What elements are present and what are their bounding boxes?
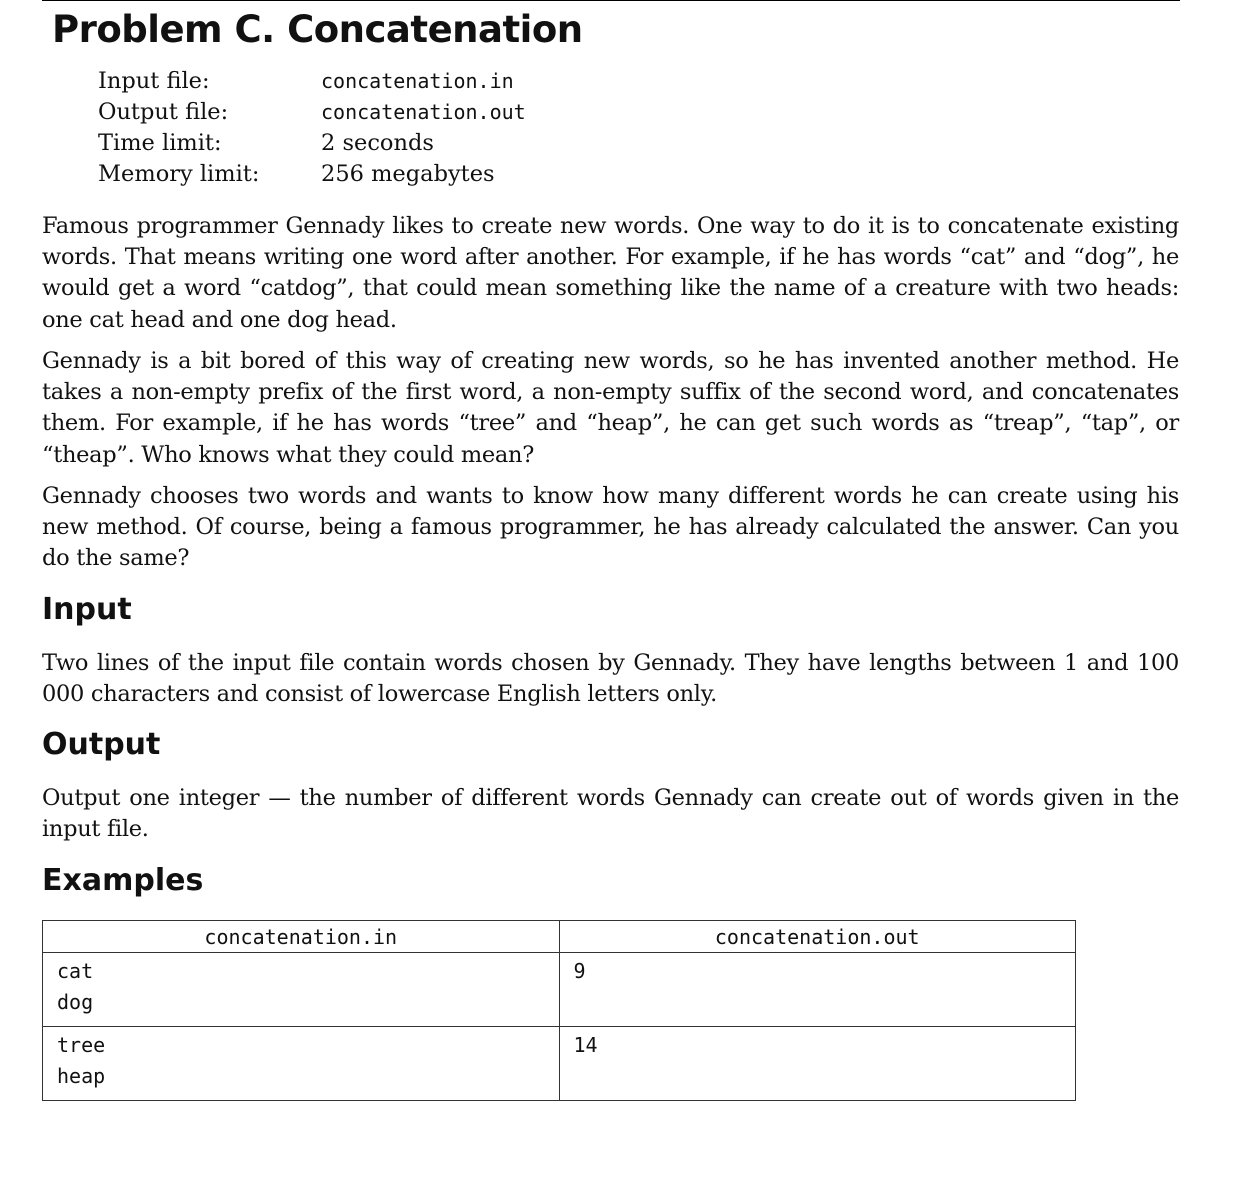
meta-row-output-file [98,97,526,128]
table-row [43,953,1076,1027]
output-text: Output one integer — the number of different words Gennady can create out of words given in the input file. [42,785,1179,843]
meta-label: Output file: [98,99,229,125]
example-input-line: dog [57,990,94,1014]
meta-label: Input file: [98,68,210,94]
statement-paragraph-2: Gennady is a bit bored of this way of creating new words, so he has invented another method. He takes a non-empty prefix of the first word, a non-empty suffix of the second word, and concatenates them. For example, if he has words “tree” and “heap”, he can get such words as “treap”, “tap”, or “theap”. Who knows what they could mean? [42,348,1179,468]
examples-header-row [43,921,1076,953]
problem-title: Problem C. Concatenation [52,8,583,51]
examples-header-input: concatenation.in [43,921,560,953]
output-heading: Output [42,727,161,762]
input-heading: Input [42,592,132,627]
example-input-line: heap [57,1064,106,1088]
meta-value: 256 megabytes [321,161,495,187]
example-input-line: cat [57,959,94,983]
example-output-cell [559,1027,1076,1101]
examples-table [42,920,1076,1101]
input-text: Two lines of the input file contain words chosen by Gennady. They have lengths between 1 and 100 000 characters and consist of lowercase English letters only. [42,650,1179,708]
example-output-line: 9 [573,959,586,983]
examples-heading: Examples [42,863,204,898]
example-output-cell [559,953,1076,1027]
example-input-cell [43,953,560,1027]
statement-paragraph-3: Gennady chooses two words and wants to know how many different words he can create using his new method. Of course, being a famous programmer, he has already calculated the answer. Can you do the same? [42,483,1179,572]
examples-header-output: concatenation.out [559,921,1076,953]
problem-meta [98,66,526,190]
table-row [43,1027,1076,1101]
statement-paragraph-1: Famous programmer Gennady likes to create new words. One way to do it is to concatenate existing words. That means writing one word after another. For example, if he has words “cat” and “dog”, he would get a word “catdog”, that could mean something like the name of a creature with two heads: one cat head and one dog head. [42,213,1179,333]
meta-label: Memory limit: [98,161,260,187]
meta-row-input-file [98,66,526,97]
meta-value: concatenation.in [321,69,514,93]
meta-value: 2 seconds [321,130,434,156]
meta-value: concatenation.out [321,100,526,124]
meta-row-memory-limit [98,159,526,190]
meta-label: Time limit: [98,130,222,156]
example-input-line: tree [57,1033,106,1057]
meta-row-time-limit [98,128,526,159]
example-input-cell [43,1027,560,1101]
top-rule [42,0,1180,1]
example-output-line: 14 [573,1033,598,1057]
